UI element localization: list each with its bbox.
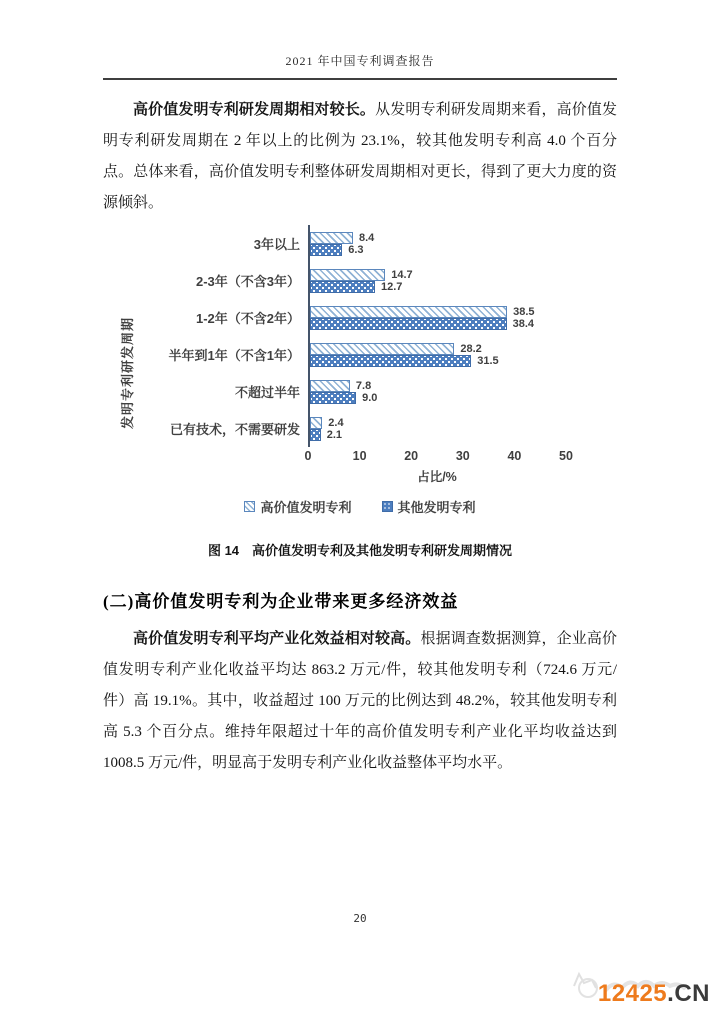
- chart-category-row: [103, 336, 617, 373]
- bar-chart-research-period: [103, 225, 617, 516]
- bar-value-label: 2.1: [326, 428, 343, 441]
- x-tick-label: 50: [559, 449, 573, 463]
- category-bars: [308, 262, 566, 299]
- chart-category-row: [103, 373, 617, 410]
- category-label: 2-3年（不含3年）: [195, 274, 300, 289]
- x-tick-label: 10: [352, 449, 367, 463]
- watermark-number: 12425: [597, 980, 668, 1007]
- bar-dots: [310, 355, 471, 367]
- bar-value-label: 7.8: [355, 379, 372, 392]
- bar-dots: [310, 429, 321, 441]
- x-axis-title: 占比/%: [417, 470, 457, 484]
- chart-legend: [103, 497, 617, 516]
- legend-label: 其他发明专利: [397, 500, 476, 515]
- bar-value-label: 2.4: [328, 416, 344, 429]
- site-watermark: [566, 966, 716, 1014]
- chart-category-row: [103, 262, 617, 299]
- paragraph-body-text: 从发明专利研发周期来看，高价值发明专利研发周期在 2 年以上的比例为 23.1%，较其他发明专利高 4.0 个百分点。总体来看，高价值发明专利整体研发周期相对更长，得到了更大力度的资源倾斜。: [103, 102, 617, 211]
- bar-hatch: [310, 232, 353, 244]
- chart-category-row: [103, 299, 617, 336]
- bar-value-label: 9.0: [362, 391, 378, 404]
- bar-dots: [310, 318, 507, 330]
- bar-value-label: 14.7: [391, 268, 413, 281]
- bar-dots: [310, 244, 342, 256]
- category-label: 3年以上: [253, 237, 300, 252]
- y-axis-title: 发明专利研发周期: [120, 317, 135, 430]
- category-label: 1-2年（不含2年）: [195, 311, 300, 326]
- bar-hatch: [310, 306, 507, 318]
- chart-category-row: [103, 225, 617, 262]
- bar-hatch: [310, 417, 322, 429]
- x-tick-label: 40: [507, 449, 522, 463]
- legend-item: [244, 497, 351, 516]
- bar-value-label: 38.4: [512, 317, 535, 330]
- bar-hatch: [310, 380, 350, 392]
- category-bars: [308, 336, 566, 373]
- bar-value-label: 6.3: [348, 243, 364, 256]
- x-tick-label: 30: [455, 449, 470, 463]
- paragraph-body-text: 根据调查数据测算，企业高价值发明专利产业化收益平均达 863.2 万元/件，较其他发明专利（724.6 万元/件）高 19.1%。其中，收益超过 100 万元的比例达到 48.2%，较其他发明专利高 5.3 个百分点。维持年限超过十年的高价值发明专利产业化平均收益达到 1008.5 万元/件，明显高于发明专利产业化收益整体平均水平。: [103, 631, 617, 771]
- bar-dots: [310, 281, 375, 293]
- x-ticks: [304, 447, 573, 467]
- page-number: 20: [353, 912, 367, 925]
- running-header: 2021 年中国专利调查报告: [103, 52, 617, 80]
- figure-caption: 图 14 高价值发明专利及其他发明专利研发周期情况: [207, 543, 513, 558]
- bar-dots: [310, 392, 356, 404]
- category-bars: [308, 225, 566, 262]
- paragraph-economic-benefit: [103, 624, 617, 779]
- bar-value-label: 12.7: [381, 280, 403, 293]
- section-heading: (二)高价值发明专利为企业带来更多经济效益: [103, 592, 459, 611]
- category-label: 已有技术，不需要研发: [169, 422, 300, 437]
- watermark-domain-suffix: .CN: [667, 980, 710, 1007]
- legend-swatch-hatch-icon: [244, 501, 255, 512]
- chart-rows: [103, 225, 617, 447]
- bar-value-label: 38.5: [513, 305, 535, 318]
- legend-swatch-dots-icon: [382, 501, 393, 512]
- bar-value-label: 28.2: [460, 342, 482, 355]
- bar-hatch: [310, 343, 454, 355]
- bar-value-label: 31.5: [477, 354, 499, 367]
- paragraph-lead-bold: 高价值发明专利研发周期相对较长。: [133, 102, 376, 118]
- x-tick-label: 20: [404, 449, 419, 463]
- category-bars: [308, 373, 566, 410]
- chart-category-row: [103, 410, 617, 447]
- legend-item: [382, 497, 476, 516]
- paragraph-research-period: [103, 95, 617, 219]
- bar-hatch: [310, 269, 385, 281]
- category-bars: [308, 410, 566, 447]
- bar-value-label: 8.4: [359, 231, 375, 244]
- category-label: 半年到1年（不含1年）: [168, 348, 300, 363]
- watermark-text: [598, 980, 710, 1008]
- category-label: 不超过半年: [234, 385, 300, 400]
- legend-label: 高价值发明专利: [260, 500, 352, 515]
- paragraph-lead-bold: 高价值发明专利平均产业化效益相对较高。: [133, 631, 421, 647]
- x-tick-label: 0: [304, 449, 312, 463]
- category-bars: [308, 299, 566, 336]
